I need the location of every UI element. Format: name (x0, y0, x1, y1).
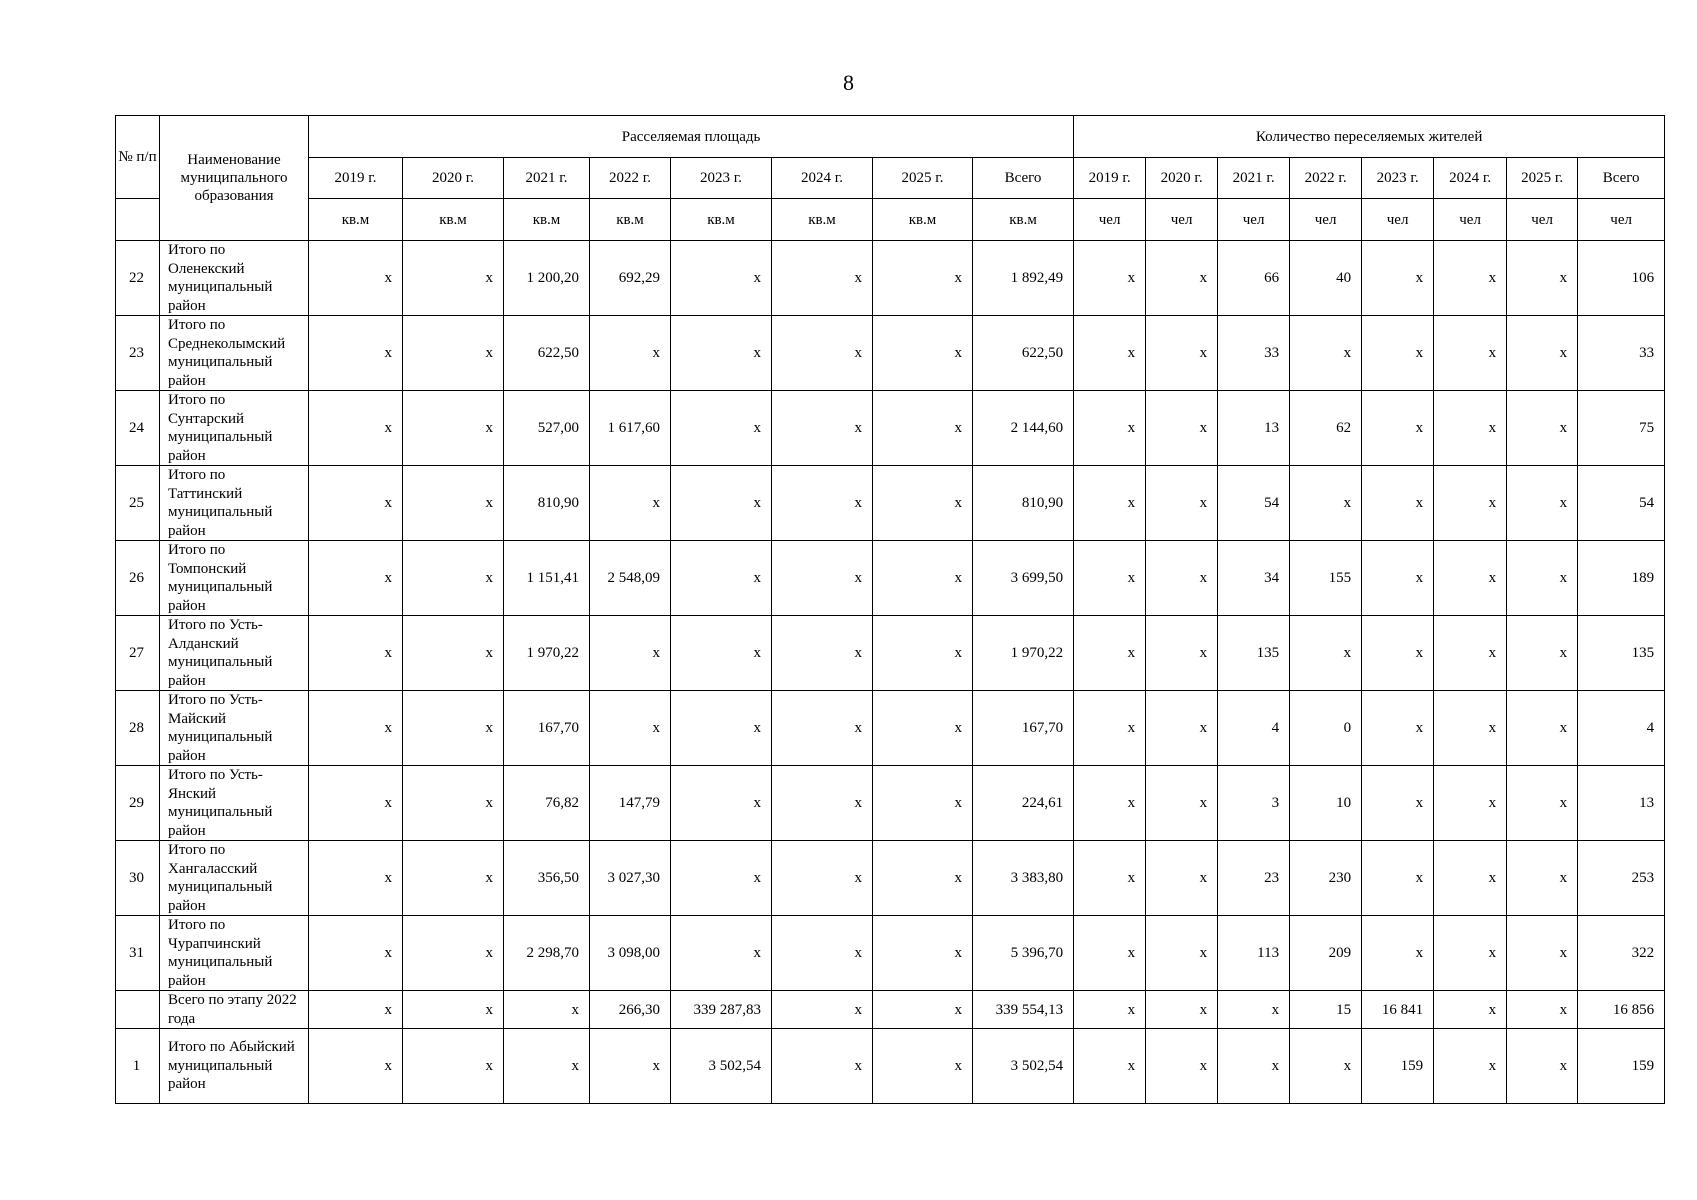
area-year-header: 2019 г. (309, 158, 403, 199)
people-value: х (1362, 616, 1434, 691)
area-value: х (309, 241, 403, 316)
area-value: х (772, 466, 873, 541)
area-value: х (671, 691, 772, 766)
area-value: х (403, 1029, 504, 1104)
area-value: х (873, 841, 973, 916)
area-unit-header: кв.м (671, 199, 772, 241)
area-value: 356,50 (504, 841, 590, 916)
people-value: х (1146, 766, 1218, 841)
row-number: 25 (116, 466, 160, 541)
people-value: х (1362, 691, 1434, 766)
people-year-header: 2019 г. (1074, 158, 1146, 199)
area-value: 5 396,70 (973, 916, 1074, 991)
people-value: 16 856 (1578, 991, 1665, 1029)
people-value: х (1362, 466, 1434, 541)
people-value: х (1218, 1029, 1290, 1104)
people-value: х (1074, 241, 1146, 316)
people-group-header: Количество переселяемых жителей (1074, 116, 1665, 158)
area-value: х (873, 766, 973, 841)
area-value: х (873, 241, 973, 316)
people-value: 0 (1290, 691, 1362, 766)
area-value: х (309, 316, 403, 391)
people-year-header: 2024 г. (1434, 158, 1507, 199)
area-value: х (772, 316, 873, 391)
area-unit-header: кв.м (309, 199, 403, 241)
area-value: х (671, 766, 772, 841)
people-unit-header: чел (1290, 199, 1362, 241)
area-value: х (772, 1029, 873, 1104)
people-value: 135 (1578, 616, 1665, 691)
area-year-header: 2022 г. (590, 158, 671, 199)
area-value: х (772, 616, 873, 691)
people-unit-header: чел (1434, 199, 1507, 241)
table-row (116, 841, 1665, 916)
area-value: 1 892,49 (973, 241, 1074, 316)
area-value: х (671, 391, 772, 466)
people-value: 189 (1578, 541, 1665, 616)
people-value: х (1146, 466, 1218, 541)
area-value: 3 502,54 (671, 1029, 772, 1104)
people-value: х (1507, 841, 1578, 916)
area-value: х (590, 1029, 671, 1104)
area-value: 622,50 (973, 316, 1074, 391)
people-value: х (1434, 1029, 1507, 1104)
area-value: 692,29 (590, 241, 671, 316)
people-value: х (1074, 541, 1146, 616)
municipality-name: Итого по Усть-Алданский муниципальный район (160, 616, 309, 691)
municipality-name: Всего по этапу 2022 года (160, 991, 309, 1029)
people-value: х (1507, 1029, 1578, 1104)
people-unit-header: чел (1074, 199, 1146, 241)
people-unit-header: чел (1146, 199, 1218, 241)
municipality-name: Итого по Чурапчинский муниципальный район (160, 916, 309, 991)
area-value: х (772, 991, 873, 1029)
people-value: 66 (1218, 241, 1290, 316)
area-value: х (309, 1029, 403, 1104)
table-row (116, 241, 1665, 316)
people-year-header: 2023 г. (1362, 158, 1434, 199)
people-value: 322 (1578, 916, 1665, 991)
area-value: х (309, 391, 403, 466)
area-value: 339 287,83 (671, 991, 772, 1029)
people-value: 13 (1578, 766, 1665, 841)
area-value: х (403, 391, 504, 466)
area-value: х (671, 841, 772, 916)
people-unit-header: чел (1218, 199, 1290, 241)
area-value: х (590, 616, 671, 691)
people-value: х (1507, 991, 1578, 1029)
people-value: 13 (1218, 391, 1290, 466)
area-value: 1 200,20 (504, 241, 590, 316)
area-value: 810,90 (504, 466, 590, 541)
area-value: х (772, 841, 873, 916)
people-value: х (1507, 466, 1578, 541)
people-value: х (1434, 391, 1507, 466)
area-value: х (671, 541, 772, 616)
num-header: № п/п (116, 116, 160, 199)
area-value: х (772, 691, 873, 766)
area-unit-header: кв.м (973, 199, 1074, 241)
area-value: х (590, 691, 671, 766)
area-value: 2 298,70 (504, 916, 590, 991)
area-value: х (403, 241, 504, 316)
area-value: х (504, 991, 590, 1029)
people-value: х (1146, 616, 1218, 691)
area-unit-header: кв.м (403, 199, 504, 241)
area-value: х (403, 316, 504, 391)
people-value: х (1074, 691, 1146, 766)
table-row (116, 541, 1665, 616)
area-value: х (309, 841, 403, 916)
area-value: 3 699,50 (973, 541, 1074, 616)
area-value: 527,00 (504, 391, 590, 466)
area-value: 2 144,60 (973, 391, 1074, 466)
area-value: 1 970,22 (973, 616, 1074, 691)
area-value: 3 098,00 (590, 916, 671, 991)
area-year-header: 2024 г. (772, 158, 873, 199)
people-value: х (1146, 1029, 1218, 1104)
area-unit-header: кв.м (772, 199, 873, 241)
people-value: х (1218, 991, 1290, 1029)
people-year-header: 2020 г. (1146, 158, 1218, 199)
area-value: х (873, 691, 973, 766)
municipality-name: Итого по Усть-Янский муниципальный район (160, 766, 309, 841)
row-number: 1 (116, 1029, 160, 1104)
municipality-name: Итого по Оленекский муниципальный район (160, 241, 309, 316)
people-value: 33 (1578, 316, 1665, 391)
table-row (116, 991, 1665, 1029)
area-value: х (590, 316, 671, 391)
area-value: х (504, 1029, 590, 1104)
area-year-header: 2025 г. (873, 158, 973, 199)
unit-header-row (116, 199, 1665, 241)
people-value: х (1146, 241, 1218, 316)
people-value: 54 (1578, 466, 1665, 541)
people-value: 113 (1218, 916, 1290, 991)
area-value: х (309, 766, 403, 841)
people-year-header: 2021 г. (1218, 158, 1290, 199)
people-value: х (1074, 1029, 1146, 1104)
area-value: х (309, 691, 403, 766)
row-number: 28 (116, 691, 160, 766)
area-year-header: 2023 г. (671, 158, 772, 199)
people-value: х (1146, 691, 1218, 766)
area-value: 339 554,13 (973, 991, 1074, 1029)
row-number: 30 (116, 841, 160, 916)
name-header: Наименование муниципального образования (160, 116, 309, 241)
area-value: 3 027,30 (590, 841, 671, 916)
people-value: х (1146, 391, 1218, 466)
area-value: 622,50 (504, 316, 590, 391)
table-row (116, 691, 1665, 766)
area-value: 147,79 (590, 766, 671, 841)
area-value: х (309, 466, 403, 541)
municipality-name: Итого по Сунтарский муниципальный район (160, 391, 309, 466)
area-value: х (403, 541, 504, 616)
people-value: 40 (1290, 241, 1362, 316)
municipality-name: Итого по Томпонский муниципальный район (160, 541, 309, 616)
people-value: х (1290, 1029, 1362, 1104)
area-value: х (671, 241, 772, 316)
people-unit-header: чел (1362, 199, 1434, 241)
people-value: х (1074, 316, 1146, 391)
people-value: х (1146, 841, 1218, 916)
people-unit-header: чел (1507, 199, 1578, 241)
people-value: х (1362, 241, 1434, 316)
area-value: 224,61 (973, 766, 1074, 841)
municipality-name: Итого по Хангаласский муниципальный район (160, 841, 309, 916)
area-value: 1 617,60 (590, 391, 671, 466)
people-value: х (1434, 991, 1507, 1029)
people-value: х (1507, 766, 1578, 841)
people-value: 230 (1290, 841, 1362, 916)
row-number: 22 (116, 241, 160, 316)
area-unit-header: кв.м (504, 199, 590, 241)
row-number: 27 (116, 616, 160, 691)
area-value: х (873, 391, 973, 466)
area-value: 3 383,80 (973, 841, 1074, 916)
municipality-name: Итого по Абыйский муниципальный район (160, 1029, 309, 1104)
municipality-name: Итого по Среднеколымский муниципальный район (160, 316, 309, 391)
year-header-row (116, 158, 1665, 199)
people-value: х (1507, 616, 1578, 691)
area-value: х (772, 916, 873, 991)
people-value: х (1507, 316, 1578, 391)
area-value: 167,70 (504, 691, 590, 766)
people-value: х (1362, 316, 1434, 391)
people-value: 209 (1290, 916, 1362, 991)
people-value: 10 (1290, 766, 1362, 841)
people-value: х (1074, 766, 1146, 841)
people-value: х (1362, 391, 1434, 466)
people-value: х (1434, 241, 1507, 316)
people-year-header: 2025 г. (1507, 158, 1578, 199)
people-value: х (1074, 391, 1146, 466)
people-value: х (1434, 316, 1507, 391)
people-value: х (1074, 616, 1146, 691)
people-value: х (1507, 241, 1578, 316)
area-value: х (309, 916, 403, 991)
area-value: х (671, 466, 772, 541)
people-value: 253 (1578, 841, 1665, 916)
people-year-header: Всего (1578, 158, 1665, 199)
row-number: 24 (116, 391, 160, 466)
area-year-header: 2021 г. (504, 158, 590, 199)
table-header (116, 116, 1665, 241)
table-row (116, 391, 1665, 466)
area-value: х (873, 916, 973, 991)
row-number: 23 (116, 316, 160, 391)
people-value: 159 (1578, 1029, 1665, 1104)
people-value: х (1434, 541, 1507, 616)
people-year-header: 2022 г. (1290, 158, 1362, 199)
area-value: х (772, 391, 873, 466)
area-value: х (403, 616, 504, 691)
people-value: 4 (1218, 691, 1290, 766)
people-value: х (1507, 541, 1578, 616)
area-value: х (873, 991, 973, 1029)
row-number: 31 (116, 916, 160, 991)
area-value: 76,82 (504, 766, 590, 841)
people-value: х (1290, 466, 1362, 541)
people-value: х (1362, 766, 1434, 841)
people-value: х (1434, 616, 1507, 691)
area-value: х (309, 991, 403, 1029)
people-value: х (1146, 991, 1218, 1029)
people-value: 155 (1290, 541, 1362, 616)
area-value: 167,70 (973, 691, 1074, 766)
people-value: х (1362, 841, 1434, 916)
area-value: х (403, 991, 504, 1029)
area-value: х (671, 616, 772, 691)
table-row (116, 616, 1665, 691)
area-value: х (671, 916, 772, 991)
people-value: х (1362, 916, 1434, 991)
people-value: 34 (1218, 541, 1290, 616)
area-value: х (403, 691, 504, 766)
area-value: х (772, 241, 873, 316)
area-value: х (590, 466, 671, 541)
table-row (116, 466, 1665, 541)
area-value: х (671, 316, 772, 391)
area-value: х (873, 616, 973, 691)
row-number: 29 (116, 766, 160, 841)
municipality-name: Итого по Таттинский муниципальный район (160, 466, 309, 541)
area-value: 2 548,09 (590, 541, 671, 616)
area-value: х (873, 1029, 973, 1104)
people-value: х (1507, 916, 1578, 991)
area-value: х (873, 541, 973, 616)
people-value: х (1507, 691, 1578, 766)
people-value: х (1434, 916, 1507, 991)
area-value: 266,30 (590, 991, 671, 1029)
area-value: х (403, 841, 504, 916)
area-value: 1 970,22 (504, 616, 590, 691)
page-number: 8 (843, 70, 854, 95)
people-value: 4 (1578, 691, 1665, 766)
people-value: х (1074, 991, 1146, 1029)
people-value: 75 (1578, 391, 1665, 466)
area-value: х (873, 466, 973, 541)
people-value: х (1434, 841, 1507, 916)
table-row (116, 316, 1665, 391)
people-value: х (1146, 316, 1218, 391)
area-value: х (772, 541, 873, 616)
people-value: х (1362, 541, 1434, 616)
area-unit-header: кв.м (873, 199, 973, 241)
people-value: х (1434, 691, 1507, 766)
area-value: х (772, 766, 873, 841)
people-value: х (1074, 916, 1146, 991)
area-value: 3 502,54 (973, 1029, 1074, 1104)
people-value: х (1074, 466, 1146, 541)
people-value: 135 (1218, 616, 1290, 691)
row-number (116, 991, 160, 1029)
area-value: х (873, 316, 973, 391)
people-value: 3 (1218, 766, 1290, 841)
table-row (116, 1029, 1665, 1104)
people-value: х (1290, 616, 1362, 691)
people-unit-header: чел (1578, 199, 1665, 241)
table-row (116, 916, 1665, 991)
people-value: х (1434, 766, 1507, 841)
people-value: 16 841 (1362, 991, 1434, 1029)
people-value: х (1290, 316, 1362, 391)
people-value: 62 (1290, 391, 1362, 466)
resettlement-table (115, 115, 1665, 1104)
area-year-header: 2020 г. (403, 158, 504, 199)
people-value: х (1074, 841, 1146, 916)
people-value: 106 (1578, 241, 1665, 316)
area-year-header: Всего (973, 158, 1074, 199)
area-value: х (309, 616, 403, 691)
area-value: х (403, 766, 504, 841)
people-value: 23 (1218, 841, 1290, 916)
area-group-header: Расселяемая площадь (309, 116, 1074, 158)
num-unit-cell (116, 199, 160, 241)
area-value: 1 151,41 (504, 541, 590, 616)
people-value: 33 (1218, 316, 1290, 391)
table-row (116, 766, 1665, 841)
area-value: х (403, 916, 504, 991)
row-number: 26 (116, 541, 160, 616)
people-value: 159 (1362, 1029, 1434, 1104)
people-value: х (1146, 541, 1218, 616)
area-value: 810,90 (973, 466, 1074, 541)
area-value: х (403, 466, 504, 541)
people-value: 15 (1290, 991, 1362, 1029)
people-value: х (1146, 916, 1218, 991)
table-body (116, 241, 1665, 1104)
people-value: 54 (1218, 466, 1290, 541)
people-value: х (1507, 391, 1578, 466)
people-value: х (1434, 466, 1507, 541)
area-unit-header: кв.м (590, 199, 671, 241)
area-value: х (309, 541, 403, 616)
municipality-name: Итого по Усть-Майский муниципальный район (160, 691, 309, 766)
